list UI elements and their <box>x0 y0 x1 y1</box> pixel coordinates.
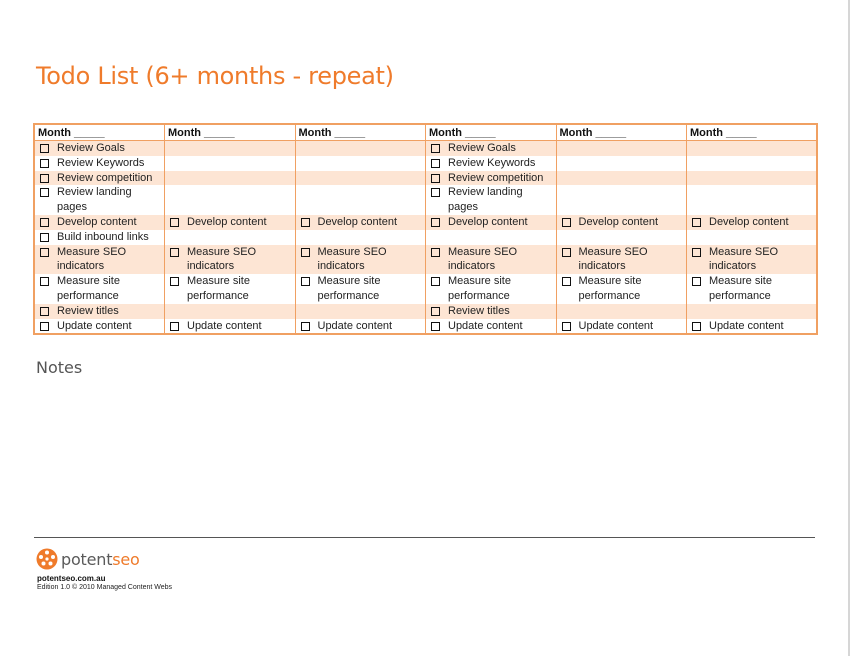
todo-item[interactable] <box>38 171 161 186</box>
table-cell <box>687 141 818 156</box>
todo-item[interactable] <box>299 215 423 230</box>
todo-label: Update content <box>57 319 132 332</box>
todo-item[interactable] <box>299 319 423 334</box>
table-row <box>34 156 817 171</box>
checkbox-icon[interactable] <box>692 322 701 331</box>
todo-label: Measure site performance <box>709 275 772 302</box>
table-cell <box>34 156 165 171</box>
todo-item[interactable] <box>38 215 161 230</box>
table-cell <box>426 230 557 245</box>
table-cell <box>165 230 296 245</box>
todo-label: Measure site performance <box>57 275 120 302</box>
month-header: Month _____ <box>556 124 687 141</box>
table-cell <box>295 274 426 304</box>
potentseo-logo-icon <box>36 548 58 570</box>
table-cell <box>687 274 818 304</box>
header-row <box>34 124 817 141</box>
table-cell <box>34 319 165 335</box>
todo-item[interactable] <box>560 215 684 230</box>
todo-item[interactable] <box>429 274 553 304</box>
todo-item[interactable] <box>429 156 553 171</box>
table-cell <box>34 215 165 230</box>
table-cell <box>165 304 296 319</box>
table-cell <box>426 215 557 230</box>
checkbox-icon[interactable] <box>301 277 310 286</box>
checkbox-icon[interactable] <box>40 322 49 331</box>
todo-label: Build inbound links <box>57 230 149 243</box>
table-cell <box>165 171 296 186</box>
todo-label: Review competition <box>57 171 153 184</box>
checkbox-icon[interactable] <box>562 218 571 227</box>
todo-label: Develop content <box>578 215 658 228</box>
month-header: Month _____ <box>687 124 818 141</box>
todo-label: Measure SEO indicators <box>317 245 387 273</box>
todo-item[interactable] <box>168 245 292 275</box>
edition-line: Edition 1.0 © 2010 Managed Content Webs <box>37 584 173 591</box>
checkbox-icon[interactable] <box>431 188 440 197</box>
website-url: potentseo.com.au <box>37 574 106 583</box>
todo-item[interactable] <box>560 319 684 334</box>
todo-label: Measure site performance <box>448 275 511 302</box>
todo-item[interactable] <box>168 274 292 304</box>
checkbox-icon[interactable] <box>562 248 571 257</box>
todo-label: Review landing pages <box>448 186 523 214</box>
table-cell <box>687 215 818 230</box>
table-cell <box>556 319 687 335</box>
table-row <box>34 245 817 275</box>
checkbox-icon[interactable] <box>170 248 179 257</box>
todo-label: Develop content <box>448 215 528 228</box>
month-header: Month _____ <box>165 124 296 141</box>
checkbox-icon[interactable] <box>40 188 49 197</box>
table-cell <box>556 245 687 275</box>
logo-seo-text: seo <box>112 549 140 569</box>
todo-label: Review competition <box>448 171 544 184</box>
checkbox-icon[interactable] <box>431 144 440 153</box>
todo-label: Update content <box>578 319 654 332</box>
table-cell <box>556 171 687 186</box>
table-cell <box>295 156 426 171</box>
todo-label: Review Keywords <box>448 156 536 169</box>
table-cell <box>426 319 557 335</box>
table-row <box>34 274 817 304</box>
table-cell <box>426 274 557 304</box>
checkbox-icon[interactable] <box>170 322 179 331</box>
table-cell <box>426 245 557 275</box>
checkbox-icon[interactable] <box>562 277 571 286</box>
todo-label: Measure SEO indicators <box>57 245 127 273</box>
table-cell <box>165 215 296 230</box>
todo-label: Measure site performance <box>317 275 381 302</box>
todo-item[interactable] <box>38 245 161 275</box>
table-cell <box>34 185 165 215</box>
todo-label: Measure SEO indicators <box>578 245 648 273</box>
table-cell <box>687 185 818 215</box>
todo-item[interactable] <box>429 319 553 334</box>
checkbox-icon[interactable] <box>431 174 440 183</box>
todo-item[interactable] <box>690 274 813 304</box>
todo-item[interactable] <box>299 274 423 304</box>
checkbox-icon[interactable] <box>301 218 310 227</box>
todo-item[interactable] <box>429 141 553 156</box>
checkbox-icon[interactable] <box>40 159 49 168</box>
checkbox-icon[interactable] <box>562 322 571 331</box>
table-cell <box>687 171 818 186</box>
table-cell <box>556 156 687 171</box>
todo-label: Review landing pages <box>57 186 132 214</box>
todo-item[interactable] <box>38 319 161 334</box>
month-header: Month _____ <box>295 124 426 141</box>
todo-label: Update content <box>448 319 523 332</box>
logo-potent-text: potent <box>61 549 113 569</box>
checkbox-icon[interactable] <box>40 218 49 227</box>
todo-item[interactable] <box>429 245 553 275</box>
table-cell <box>426 171 557 186</box>
table-cell <box>34 245 165 275</box>
todo-label: Measure SEO indicators <box>709 245 779 273</box>
table-cell <box>426 156 557 171</box>
table-cell <box>295 141 426 156</box>
todo-label: Develop content <box>187 215 267 228</box>
checkbox-icon[interactable] <box>40 307 49 316</box>
todo-item[interactable] <box>429 185 553 215</box>
table-cell <box>34 230 165 245</box>
table-cell <box>295 245 426 275</box>
todo-item[interactable] <box>560 274 684 304</box>
todo-item[interactable] <box>690 245 813 275</box>
table-row <box>34 230 817 245</box>
table-cell <box>556 185 687 215</box>
checkbox-icon[interactable] <box>170 277 179 286</box>
todo-label: Update content <box>187 319 262 332</box>
table-cell <box>687 319 818 335</box>
todo-label: Develop content <box>317 215 397 228</box>
table-cell <box>34 304 165 319</box>
table-cell <box>295 230 426 245</box>
table-cell <box>556 230 687 245</box>
logo-wordmark <box>61 550 140 569</box>
todo-label: Review Goals <box>448 142 516 154</box>
todo-item[interactable] <box>429 171 553 186</box>
checkbox-icon[interactable] <box>431 248 440 257</box>
checkbox-icon[interactable] <box>431 218 440 227</box>
table-cell <box>426 185 557 215</box>
table-row <box>34 185 817 215</box>
todo-item[interactable] <box>38 304 161 319</box>
table-cell <box>426 141 557 156</box>
todo-label: Develop content <box>709 215 789 228</box>
checkbox-icon[interactable] <box>170 218 179 227</box>
todo-item[interactable] <box>168 215 292 230</box>
checkbox-icon[interactable] <box>40 277 49 286</box>
todo-label: Review Keywords <box>57 156 145 169</box>
todo-item[interactable] <box>38 156 161 171</box>
table-cell <box>165 185 296 215</box>
checkbox-icon[interactable] <box>40 144 49 153</box>
checkbox-icon[interactable] <box>40 233 49 242</box>
table-cell <box>34 141 165 156</box>
table-cell <box>295 304 426 319</box>
table-cell <box>165 245 296 275</box>
todo-item[interactable] <box>38 141 161 156</box>
todo-item[interactable] <box>168 319 292 334</box>
table-cell <box>556 304 687 319</box>
todo-item[interactable] <box>38 274 161 304</box>
todo-label: Measure site performance <box>578 275 642 302</box>
table-cell <box>556 215 687 230</box>
todo-label: Measure SEO indicators <box>448 245 518 273</box>
checkbox-icon[interactable] <box>431 307 440 316</box>
todo-label: Update content <box>317 319 393 332</box>
table-row <box>34 171 817 186</box>
page-title: Todo List (6+ months - repeat) <box>36 62 394 90</box>
checkbox-icon[interactable] <box>301 248 310 257</box>
notes-heading: Notes <box>36 358 83 377</box>
todo-item[interactable] <box>690 215 813 230</box>
footer-divider <box>34 537 815 538</box>
todo-item[interactable] <box>690 319 813 334</box>
todo-item[interactable] <box>299 245 423 275</box>
table-cell <box>165 141 296 156</box>
todo-label: Measure site performance <box>187 275 250 302</box>
todo-item[interactable] <box>38 230 161 245</box>
table-row <box>34 319 817 335</box>
checkbox-icon[interactable] <box>431 322 440 331</box>
todo-label: Review titles <box>57 304 119 317</box>
table-row <box>34 141 817 156</box>
checkbox-icon[interactable] <box>692 277 701 286</box>
table-cell <box>556 141 687 156</box>
table-cell <box>687 230 818 245</box>
todo-label: Review Goals <box>57 142 125 154</box>
month-header: Month _____ <box>34 124 165 141</box>
table-cell <box>687 245 818 275</box>
table-cell <box>426 304 557 319</box>
table-cell <box>165 156 296 171</box>
table-cell <box>556 274 687 304</box>
table-cell <box>687 304 818 319</box>
todo-item[interactable] <box>38 185 161 215</box>
checkbox-icon[interactable] <box>692 248 701 257</box>
table-cell <box>295 185 426 215</box>
checkbox-icon[interactable] <box>692 218 701 227</box>
table-cell <box>34 171 165 186</box>
month-header: Month _____ <box>426 124 557 141</box>
table-cell <box>295 171 426 186</box>
todo-body <box>34 141 817 335</box>
checkbox-icon[interactable] <box>301 322 310 331</box>
table-cell <box>34 274 165 304</box>
todo-label: Review titles <box>448 304 510 317</box>
table-cell <box>295 319 426 335</box>
table-cell <box>295 215 426 230</box>
logo <box>36 548 140 570</box>
todo-label: Develop content <box>57 215 137 228</box>
checkbox-icon[interactable] <box>431 159 440 168</box>
table-row <box>34 304 817 319</box>
todo-table <box>33 123 818 335</box>
table-cell <box>165 319 296 335</box>
todo-label: Update content <box>709 319 784 332</box>
todo-item[interactable] <box>429 215 553 230</box>
table-cell <box>687 156 818 171</box>
table-row <box>34 215 817 230</box>
todo-label: Measure SEO indicators <box>187 245 257 273</box>
todo-item[interactable] <box>560 245 684 275</box>
checkbox-icon[interactable] <box>40 174 49 183</box>
table-cell <box>165 274 296 304</box>
checkbox-icon[interactable] <box>40 248 49 257</box>
todo-item[interactable] <box>429 304 553 319</box>
checkbox-icon[interactable] <box>431 277 440 286</box>
